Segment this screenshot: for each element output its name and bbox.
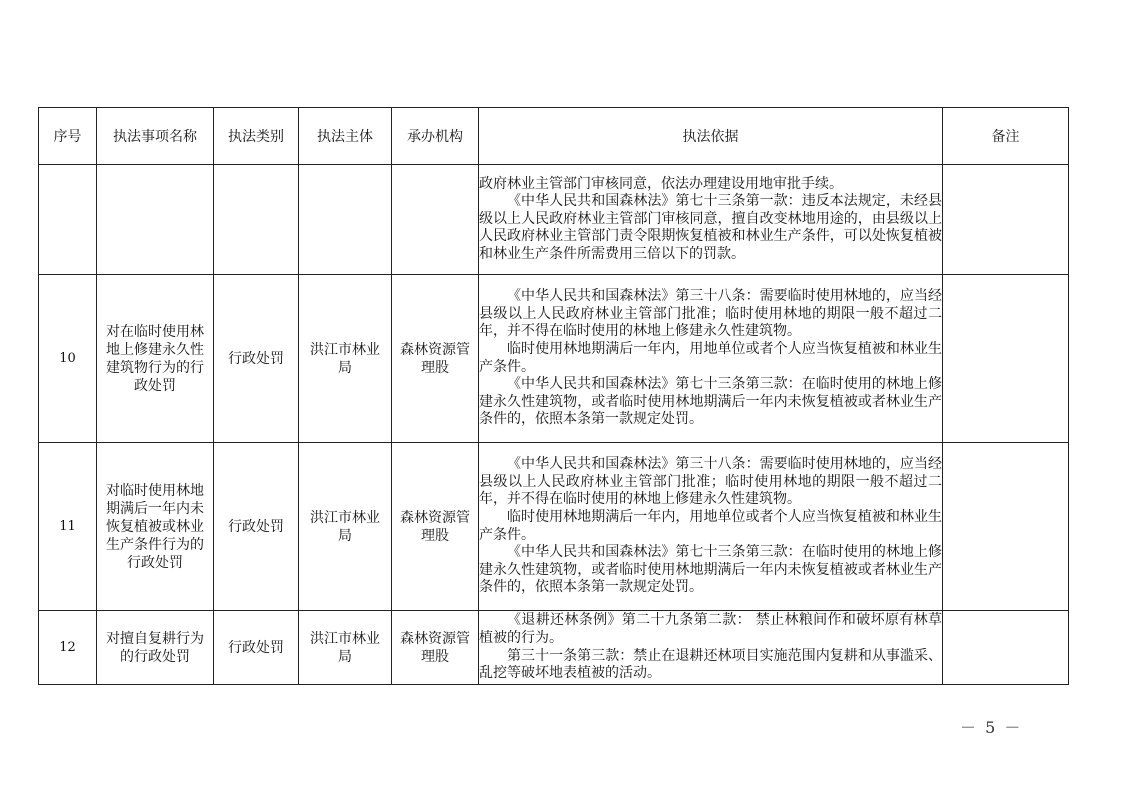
row-seq	[39, 165, 97, 275]
row-name: 对擅自复耕行为的行政处罚	[106, 630, 204, 665]
row-seq: 12	[39, 611, 97, 685]
table-row	[39, 611, 1069, 685]
row-basis	[479, 611, 943, 685]
row-category: 行政处罚	[214, 611, 299, 685]
row-seq: 10	[39, 275, 97, 443]
row-remark	[943, 165, 1069, 275]
header-subject: 执法主体	[299, 108, 392, 165]
row-name	[97, 165, 214, 275]
row-subject-cell	[299, 443, 392, 611]
row-subject-cell	[299, 275, 392, 443]
basis-paragraph: 临时使用林地期满后一年内，用地单位或者个人应当恢复植被和林业生产条件。	[479, 508, 942, 543]
row-remark	[943, 611, 1069, 685]
header-remark: 备注	[943, 108, 1069, 165]
row-name-cell	[97, 443, 214, 611]
row-agency: 森林资源管理股	[400, 630, 470, 665]
row-basis	[479, 165, 943, 275]
header-category: 执法类别	[214, 108, 299, 165]
row-name-cell	[97, 275, 214, 443]
enforcement-table	[38, 107, 1069, 685]
basis-paragraph: 政府林业主管部门审核同意，依法办理建设用地审批手续。	[479, 175, 843, 192]
row-subject: 洪江市林业局	[310, 630, 380, 665]
row-remark	[943, 443, 1069, 611]
row-remark	[943, 275, 1069, 443]
header-item-name: 执法事项名称	[97, 108, 214, 165]
basis-paragraph: 《中华人民共和国森林法》第七十三条第三款：在临时使用的林地上修建永久性建筑物，或者临时使用林地期满后一年内未恢复植被或者林业生产条件的，依照本条第一款规定处罚。	[479, 544, 942, 596]
header-seq: 序号	[39, 108, 97, 165]
row-agency: 森林资源管理股	[400, 509, 470, 544]
row-agency-cell	[392, 611, 479, 685]
row-subject: 洪江市林业局	[310, 341, 380, 376]
basis-paragraph: 《中华人民共和国森林法》第三十八条：需要临时使用林地的，应当经县级以上人民政府林业主管部门批准；临时使用林地的期限一般不超过二年，并不得在临时使用的林地上修建永久性建筑物。	[479, 456, 942, 508]
basis-paragraph: 临时使用林地期满后一年内，用地单位或者个人应当恢复植被和林业生产条件。	[479, 340, 942, 375]
row-subject: 洪江市林业局	[310, 509, 380, 544]
row-name: 对在临时使用林地上修建永久性建筑物行为的行政处罚	[106, 323, 204, 394]
header-basis: 执法依据	[479, 108, 943, 165]
basis-paragraph: 第三十一条第三款：禁止在退耕还林项目实施范围内复耕和从事滥采、乱挖等破坏地表植被的活动。	[479, 647, 942, 682]
row-basis	[479, 275, 943, 443]
row-category: 行政处罚	[214, 443, 299, 611]
row-agency	[392, 165, 479, 275]
basis-paragraph: 《中华人民共和国森林法》第七十三条第一款：违反本法规定，未经县级以上人民政府林业主管部门审核同意，擅自改变林地用途的，由县级以上人民政府林业主管部门责令限期恢复植被和林业生产条件，可以处恢复植被和林业生产条件所需费用三倍以下的罚款。	[479, 193, 942, 262]
row-agency-cell	[392, 275, 479, 443]
row-subject	[299, 165, 392, 275]
row-name: 对临时使用林地期满后一年内未恢复植被或林业生产条件行为的行政处罚	[106, 482, 204, 571]
basis-paragraph: 《中华人民共和国森林法》第七十三条第三款：在临时使用的林地上修建永久性建筑物，或者临时使用林地期满后一年内未恢复植被或者林业生产条件的，依照本条第一款规定处罚。	[479, 376, 942, 428]
row-seq: 11	[39, 443, 97, 611]
row-agency-cell	[392, 443, 479, 611]
page-number: － 5 －	[960, 718, 1023, 737]
basis-paragraph: 《中华人民共和国森林法》第三十八条：需要临时使用林地的，应当经县级以上人民政府林业主管部门批准；临时使用林地的期限一般不超过二年，并不得在临时使用的林地上修建永久性建筑物。	[479, 288, 942, 340]
header-agency: 承办机构	[392, 108, 479, 165]
table-row	[39, 275, 1069, 443]
row-basis	[479, 443, 943, 611]
row-category	[214, 165, 299, 275]
table-row	[39, 443, 1069, 611]
row-category: 行政处罚	[214, 275, 299, 443]
row-subject-cell	[299, 611, 392, 685]
row-agency: 森林资源管理股	[400, 341, 470, 376]
table-row	[39, 165, 1069, 275]
basis-paragraph: 《退耕还林条例》第二十九条第二款： 禁止林粮间作和破坏原有林草植被的行为。	[479, 612, 942, 646]
table-header-row	[39, 108, 1069, 165]
row-name-cell	[97, 611, 214, 685]
